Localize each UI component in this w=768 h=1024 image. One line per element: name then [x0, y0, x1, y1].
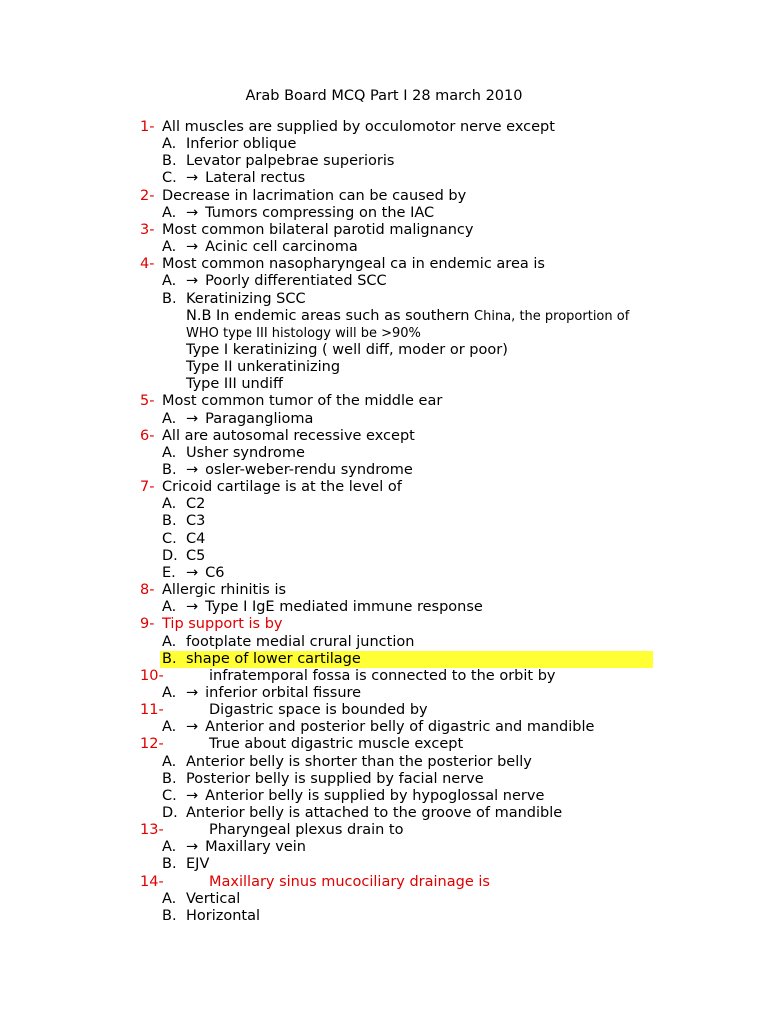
option-text: inferior orbital fissure [205, 684, 362, 701]
question-number: 7- [140, 479, 155, 496]
option-text: Paraganglioma [205, 410, 314, 427]
option [162, 513, 205, 530]
option-letter: B. [162, 290, 177, 307]
question-text: infratemporal fossa is connected to the orbit by [209, 667, 556, 684]
answer-arrow-icon: → [186, 684, 199, 701]
option-line [0, 651, 768, 668]
answer-option [0, 170, 768, 187]
option-letter: A. [162, 839, 177, 856]
option-letter: B. [162, 513, 177, 530]
option [162, 754, 532, 771]
option-text: Acinic cell carcinoma [205, 239, 358, 256]
note-line [0, 342, 768, 359]
option-letter: C. [162, 530, 177, 547]
option-letter: A. [162, 444, 177, 461]
option [162, 908, 260, 925]
option-line [0, 513, 768, 530]
document-title: Arab Board MCQ Part I 28 march 2010 [245, 88, 523, 104]
answer-arrow-icon: → [186, 719, 199, 736]
option [162, 239, 358, 256]
option-text: Anterior belly is shorter than the posterior belly [186, 753, 532, 770]
note [186, 325, 421, 342]
option-letter: A. [162, 410, 177, 427]
question-line [0, 822, 768, 839]
question-text: Allergic rhinitis is [162, 582, 287, 599]
option-letter: A. [162, 136, 177, 153]
option-text: Poorly differentiated SCC [205, 273, 387, 290]
question-line [0, 428, 768, 445]
question-line [0, 668, 768, 685]
option-line [0, 291, 768, 308]
question-line [0, 393, 768, 410]
question-text: Most common bilateral parotid malignancy [162, 221, 474, 238]
answer-option [0, 239, 768, 256]
option-letter: A. [162, 239, 177, 256]
question-line [0, 119, 768, 136]
question-number: 5- [140, 393, 155, 410]
note-text: N.B In endemic areas such as southern [186, 307, 475, 324]
question-number: 6- [140, 427, 155, 444]
note-line [0, 359, 768, 376]
option-line [0, 548, 768, 565]
option-text: C5 [186, 547, 206, 564]
option [162, 136, 296, 153]
question-line [0, 702, 768, 719]
option [162, 805, 562, 822]
option-text: Tumors compressing on the IAC [205, 204, 435, 221]
option [162, 788, 544, 805]
option-letter: E. [162, 564, 176, 581]
note-text: Type I keratinizing ( well diff, moder or poor) [186, 341, 508, 358]
question-number: 11- [140, 702, 164, 719]
question-line [0, 736, 768, 753]
question-text: Pharyngeal plexus drain to [209, 822, 404, 839]
note-text-small: China, the proportion of [474, 308, 630, 324]
option-text: Levator palpebrae superioris [186, 153, 395, 170]
question-number: 9- [140, 616, 155, 633]
answer-option [0, 839, 768, 856]
option-text: Keratinizing SCC [186, 290, 306, 307]
answer-arrow-icon: → [186, 839, 199, 856]
option-letter: A. [162, 719, 177, 736]
option [162, 719, 594, 736]
option [162, 548, 205, 565]
option-letter: C. [162, 170, 177, 187]
option-letter: B. [162, 153, 177, 170]
option-letter: A. [162, 496, 177, 513]
option-text: Horizontal [186, 907, 261, 924]
answer-arrow-icon: → [186, 170, 199, 187]
question-text: Cricoid cartilage is at the level of [162, 479, 402, 496]
option-text: Type I IgE mediated immune response [205, 599, 483, 616]
option-letter: A. [162, 204, 177, 221]
note-line [0, 308, 768, 325]
option [162, 445, 305, 462]
answer-option [0, 719, 768, 736]
note-line [0, 325, 768, 342]
question-number: 2- [140, 187, 155, 204]
option-text: C3 [186, 513, 206, 530]
answer-arrow-icon: → [186, 239, 199, 256]
answer-arrow-icon: → [186, 462, 199, 478]
answer-option [0, 685, 768, 702]
question-line [0, 222, 768, 239]
question-text: All muscles are supplied by occulomotor nerve except [162, 119, 555, 135]
option-line [0, 153, 768, 170]
question-line [0, 874, 768, 891]
question-text: All are autosomal recessive except [162, 427, 415, 444]
answer-option [0, 788, 768, 805]
option-line [0, 754, 768, 771]
option-text: C6 [205, 564, 225, 581]
option [162, 685, 361, 702]
question-line [0, 256, 768, 273]
answer-arrow-icon: → [186, 204, 199, 221]
question-line [0, 479, 768, 496]
option-letter: A. [162, 753, 177, 770]
answer-option [0, 599, 768, 616]
question-text: Most common tumor of the middle ear [162, 393, 443, 410]
answer-arrow-icon: → [186, 787, 199, 804]
option-line [0, 891, 768, 908]
option-text: Lateral rectus [205, 170, 306, 187]
question-text: Most common nasopharyngeal ca in endemic area is [162, 256, 545, 273]
option-line [0, 805, 768, 822]
option [162, 565, 225, 582]
option-text: C4 [186, 530, 206, 547]
answer-option [0, 273, 768, 290]
option [162, 153, 394, 170]
question-text: True about digastric muscle except [209, 736, 464, 753]
question-text: Digastric space is bounded by [209, 702, 428, 719]
option [162, 462, 413, 479]
option-letter: B. [162, 462, 177, 478]
note [186, 376, 283, 393]
option-text: EJV [186, 856, 210, 873]
question-text: Tip support is by [162, 616, 283, 633]
option-text: Anterior belly is supplied by hypoglossal nerve [205, 787, 545, 804]
option-text: Anterior belly is attached to the groove of mandible [186, 805, 563, 821]
answer-option [0, 411, 768, 428]
option-letter: A. [162, 890, 177, 907]
option-line [0, 496, 768, 513]
option [162, 273, 387, 290]
note [186, 308, 629, 325]
option-line [0, 445, 768, 462]
note [186, 342, 508, 359]
option-line [0, 531, 768, 548]
question-number: 13- [140, 822, 164, 839]
option [162, 634, 414, 651]
question-number: 1- [140, 119, 155, 135]
answer-arrow-icon: → [186, 273, 199, 290]
question-number: 4- [140, 256, 155, 273]
question-number: 12- [140, 736, 164, 753]
question-text: Maxillary sinus mucociliary drainage is [209, 873, 490, 890]
answer-option [0, 462, 768, 479]
note-text-small: WHO type III histology will be >90% [186, 325, 421, 341]
option [162, 651, 361, 668]
note-line [0, 376, 768, 393]
option-letter: A. [162, 684, 177, 701]
option-text: Usher syndrome [186, 444, 305, 461]
option [162, 856, 209, 873]
option [162, 599, 483, 616]
answer-arrow-icon: → [186, 599, 199, 616]
answer-option [0, 205, 768, 222]
option-text: C2 [186, 496, 206, 513]
option [162, 411, 313, 428]
note-text: Type II unkeratinizing [186, 359, 341, 376]
option-line [0, 634, 768, 651]
option-text: Maxillary vein [205, 839, 306, 856]
option-text: Anterior and posterior belly of digastric and mandible [205, 719, 595, 736]
option-text: osler-weber-rendu syndrome [205, 462, 413, 478]
option-letter: B. [162, 650, 177, 667]
option [162, 891, 240, 908]
option-letter: B. [162, 770, 177, 787]
option-letter: A. [162, 633, 177, 650]
question-line [0, 616, 768, 633]
option-text: Posterior belly is supplied by facial nerve [186, 770, 484, 787]
option-letter: B. [162, 907, 177, 924]
option [162, 170, 305, 187]
option-letter: D. [162, 805, 178, 821]
answer-arrow-icon: → [186, 564, 199, 581]
option [162, 291, 306, 308]
option [162, 771, 484, 788]
option-letter: C. [162, 787, 177, 804]
question-number: 8- [140, 582, 155, 599]
answer-option [0, 565, 768, 582]
option-letter: A. [162, 273, 177, 290]
option [162, 531, 205, 548]
option-text: shape of lower cartilage [186, 650, 361, 667]
option-line [0, 908, 768, 925]
option-letter: D. [162, 547, 178, 564]
answer-arrow-icon: → [186, 410, 199, 427]
option [162, 496, 205, 513]
option-text: footplate medial crural junction [186, 633, 415, 650]
option-line [0, 771, 768, 788]
option-line [0, 136, 768, 153]
question-number: 14- [140, 873, 164, 890]
option-line [0, 856, 768, 873]
question-line [0, 582, 768, 599]
option [162, 839, 306, 856]
note-text: Type III undiff [186, 376, 283, 393]
option-letter: A. [162, 599, 177, 616]
note [186, 359, 340, 376]
option-text: Vertical [186, 890, 241, 907]
question-number: 10- [140, 667, 164, 684]
option [162, 205, 434, 222]
question-number: 3- [140, 221, 155, 238]
option-letter: B. [162, 856, 177, 873]
option-text: Inferior oblique [186, 136, 297, 153]
question-text: Decrease in lacrimation can be caused by [162, 187, 467, 204]
question-line [0, 188, 768, 205]
